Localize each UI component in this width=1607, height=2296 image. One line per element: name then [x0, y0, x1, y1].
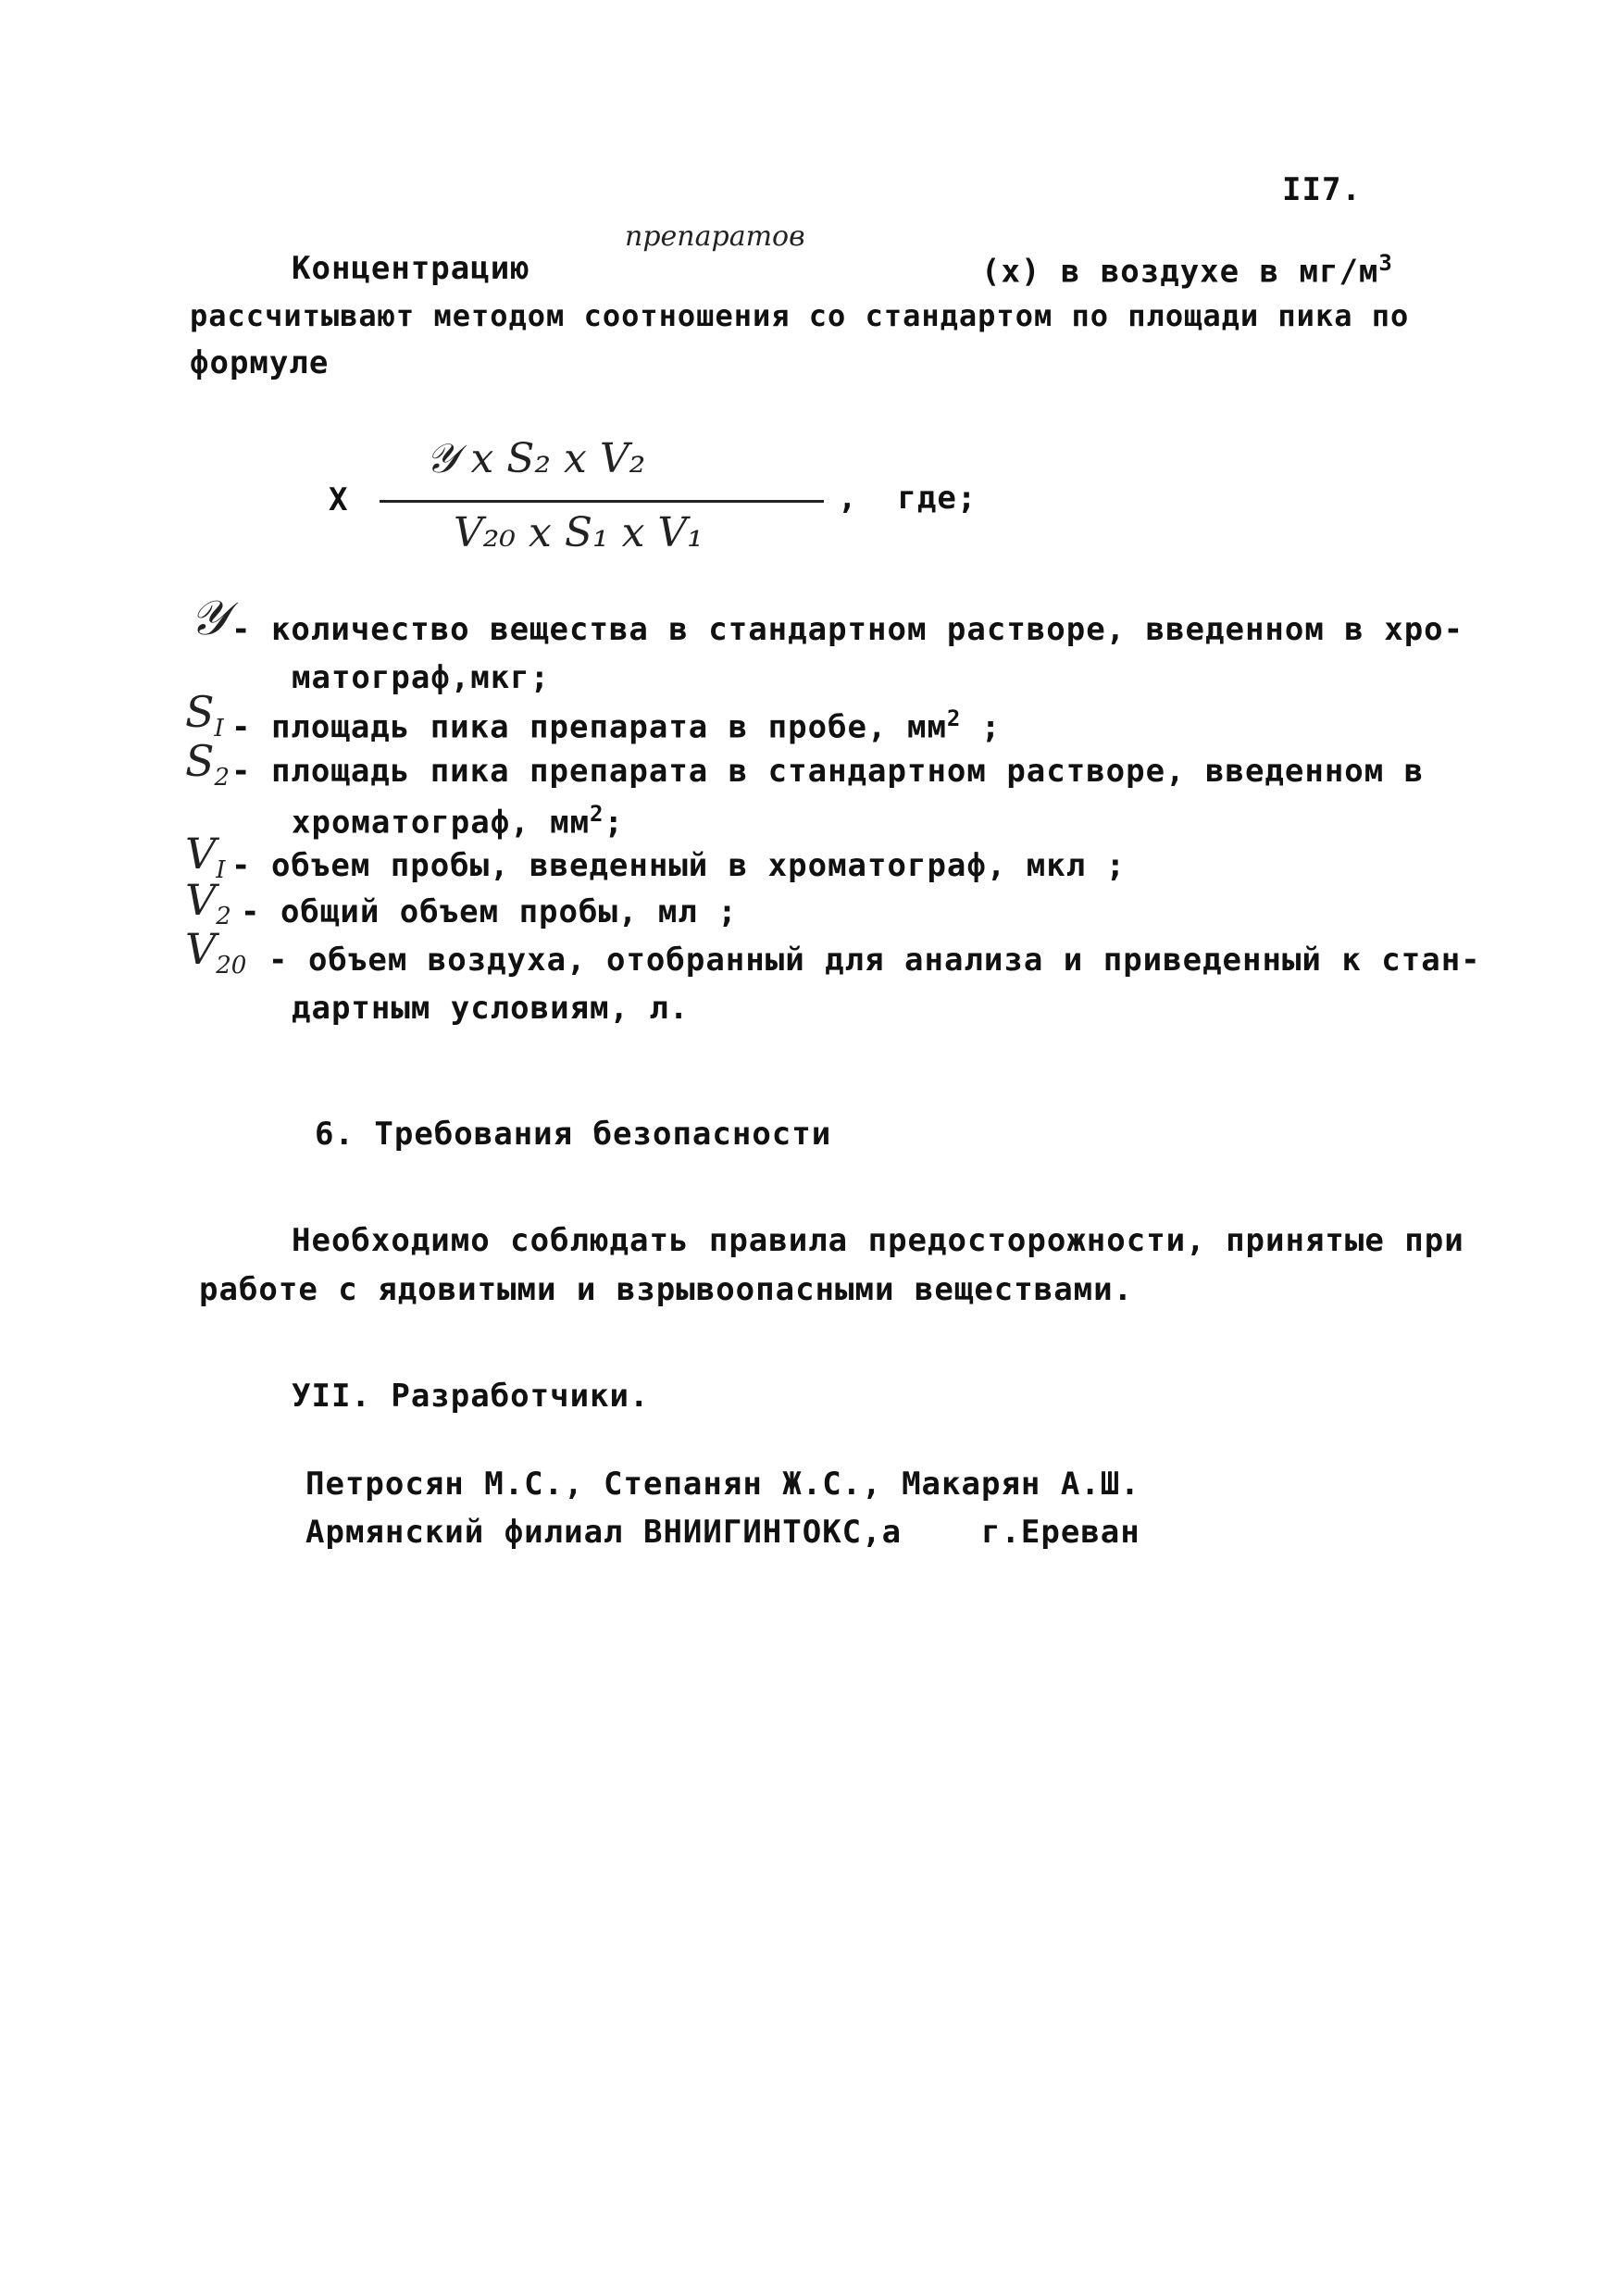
section7-heading: УII. Разработчики. [292, 1378, 650, 1415]
intro-line3: формуле [190, 344, 330, 381]
formula-lhs: X [329, 481, 349, 518]
page-number: II7. [1282, 171, 1362, 208]
formula-denominator: V₂₀ x S₁ x V₁ [454, 509, 704, 556]
authors-line: Петросян М.С., Степанян Ж.С., Макарян А.Ш. [305, 1466, 1140, 1503]
formula-numerator: 𝒴 x S₂ x V₂ [426, 435, 646, 482]
symbol-v2: $V_2$ [185, 875, 231, 931]
symbol-s2: $S_2$ [185, 736, 230, 792]
symbol-s1: $S_I$ [185, 687, 224, 743]
section6-heading: 6. Требования безопасности [315, 1116, 832, 1153]
intro-line2: рассчитывают методом соотношения со стандартом по площади пика по [190, 298, 1410, 333]
fraction-bar [380, 500, 824, 503]
intro-line1-start: Концентрацию [292, 250, 530, 287]
section6-para-line1: Необходимо соблюдать правила предосторожности, принятые при [292, 1222, 1464, 1259]
formula-suffix: , где; [838, 480, 978, 517]
section6-para-line2: работе с ядовитыми и взрывоопасными веществами. [199, 1271, 1134, 1308]
handwritten-insert: препаратов [625, 220, 805, 253]
definition-s2-text: - площадь пика препарата в стандартном растворе, введенном в [231, 753, 1425, 790]
definition-v2-text: - общий объем пробы, мл ; [241, 893, 738, 930]
organization-line: Армянский филиал ВНИИГИНТОКС,а г.Ереван [305, 1514, 1140, 1551]
definition-v20-cont: дартным условиям, л. [292, 990, 690, 1027]
symbol-v1: $V_I$ [185, 829, 226, 885]
definition-s2-cont: хроматограф, $мм^2$; [292, 801, 624, 842]
definition-s1-text: - площадь пика препарата в пробе, $мм^2$ ; [231, 705, 1002, 746]
definition-y-text: - количество вещества в стандартном растворе, введенном в хро- [231, 611, 1464, 648]
definition-v1-text: - объем пробы, введенный в хроматограф, мкл ; [231, 847, 1127, 884]
symbol-y: 𝒴 [190, 591, 228, 646]
definition-y-cont: матограф,мкг; [292, 659, 551, 696]
symbol-v20: $V_{20}$ [185, 924, 247, 980]
definition-v20-text: - объем воздуха, отобранный для анализа и приведенный к стан- [268, 942, 1481, 979]
intro-line1-end: (x) в воздухе в $мг/м^3$ [981, 250, 1393, 291]
